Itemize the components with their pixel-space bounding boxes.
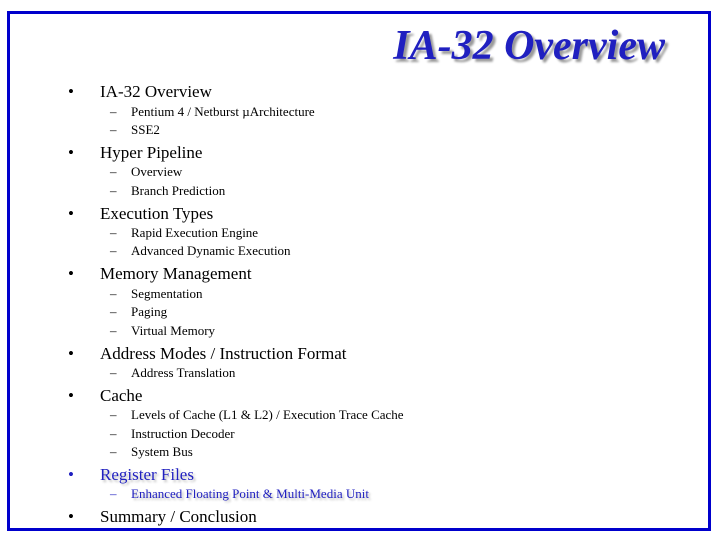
subitem: Branch Prediction [131, 183, 226, 198]
bullet-icon: • [68, 204, 74, 223]
dash-icon: – [110, 183, 117, 198]
dash-icon: – [110, 323, 117, 338]
dash-icon: – [110, 286, 117, 301]
dash-icon: – [110, 407, 117, 422]
bullet-icon: • [68, 82, 74, 101]
subitem: System Bus [131, 444, 193, 459]
dash-icon: – [110, 486, 117, 501]
subitem: Address Translation [131, 365, 236, 380]
bullet-icon: • [68, 344, 74, 363]
subitem-highlighted: Enhanced Floating Point & Multi-Media Unit [131, 486, 369, 501]
slide-title: IA-32 Overview [393, 23, 665, 69]
subitem: Segmentation [131, 286, 203, 301]
section-heading: Cache [100, 386, 143, 405]
subitem: Pentium 4 / Netburst µArchitecture [131, 104, 315, 119]
section-heading: Address Modes / Instruction Format [100, 344, 347, 363]
section-heading: IA-32 Overview [100, 82, 212, 101]
subitem: Instruction Decoder [131, 426, 235, 441]
subitem: Levels of Cache (L1 & L2) / Execution Trace Cache [131, 407, 404, 422]
dash-icon: – [110, 122, 117, 137]
subitem: Virtual Memory [131, 323, 216, 338]
section-heading-highlighted: Register Files [100, 465, 194, 484]
subitem: SSE2 [131, 122, 160, 137]
section-heading: Summary / Conclusion [100, 507, 257, 526]
bullet-icon: • [68, 386, 74, 405]
bullet-icon: • [68, 264, 74, 283]
subitem: Advanced Dynamic Execution [131, 243, 291, 258]
bullet-icon: • [68, 507, 74, 526]
subitem: Overview [131, 164, 183, 179]
subitem: Paging [131, 304, 168, 319]
bullet-icon: • [68, 143, 74, 162]
section-heading: Hyper Pipeline [100, 143, 203, 162]
dash-icon: – [110, 164, 117, 179]
dash-icon: – [110, 365, 117, 380]
dash-icon: – [110, 225, 117, 240]
dash-icon: – [110, 444, 117, 459]
bullet-icon: • [68, 465, 74, 484]
section-heading: Execution Types [100, 204, 214, 223]
dash-icon: – [110, 426, 117, 441]
dash-icon: – [110, 104, 117, 119]
dash-icon: – [110, 304, 117, 319]
subitem: Rapid Execution Engine [131, 225, 259, 240]
dash-icon: – [110, 243, 117, 258]
section-heading: Memory Management [100, 264, 252, 283]
